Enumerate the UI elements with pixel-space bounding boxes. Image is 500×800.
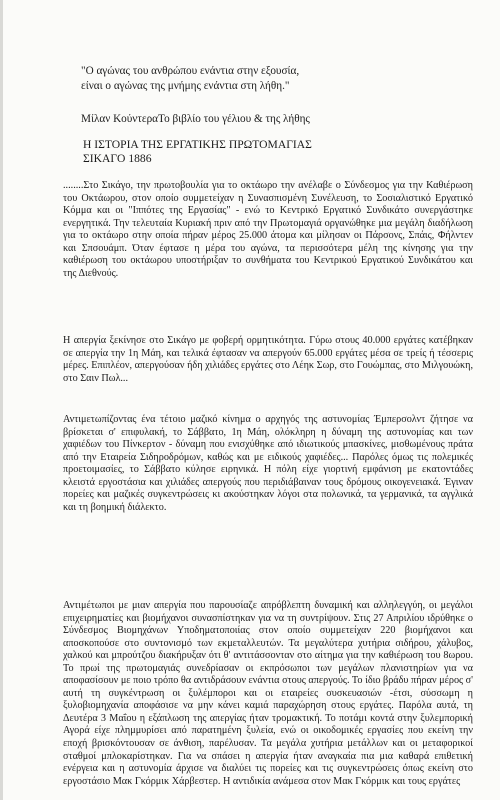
title-line-2: ΣΙΚΑΓΟ 1886 [83,152,152,165]
paragraph-2: Η απεργία ξεκίνησε στο Σικάγο με φοβερή ορμητικότητα. Γύρω στους 40.000 εργάτες κατέβηκαν σε απεργία την 1η Μάη, και τελικά έφτασαν να απεργούν 65.000 εργάτες μέσα σε τρείς ή τέσσερις μέρες. Επιπλέον, απεργούσαν ήδη χιλιάδες εργάτες στο Λέηκ Σωρ, στο Γουώμπας, στο Μιλγουώκη, στο Σαιν Πωλ... [63,335,473,384]
epigraph-source: Μίλαν ΚούντεραΤο βιβλίο του γέλιου & της λήθης [81,113,310,125]
paragraph-3: Αντιμετωπίζοντας ένα τέτοιο μαζικό κίνημα ο αρχηγός της αστυνομίας Έμπερσολντ ζήτησε να βρίσκεται σ' επιφυλακή, το Σάββατο, 1η Μάη, ολόκληρη η δύναμη της αστυνομίας και των χαφιέδων του Πίνκερτον - δύναμη που ενισχύθηκε από ιδιωτικούς μπασκίνες, μισθωμένους πράτα από την Εταιρεία Σιδηροδρόμων, καθώς και με ειδικούς χαφιέδες... Παρόλες όμως τις πολεμικές προετοιμασίες, το Σάββατο κύλησε ειρηνικά. Η πόλη είχε γιορτινή εμφάνιση με εκατοντάδες κλειστά εργοστάσια και χιλιάδες απεργούς που περιδιάβαιναν τους δρόμους οικογενειακά. Έγιναν πορείες και μαζικές συγκεντρώσεις κι ακούστηκαν λόγοι στα πολωνικά, τα γερμανικά, τα αγγλικά και τη βοημική διάλεκτο. [63,414,473,513]
epigraph-line-2: είναι ο αγώνας της μνήμης ενάντια στη λήθη." [81,79,290,92]
epigraph-quote [81,64,461,93]
paragraph-1: ........Στο Σικάγο, την πρωτοβουλία για το οκτάωρο την ανέλαβε ο Σύνδεσμος για την Καθιέρωση του Οκτάωρου, στον οποίο συμμετείχαν η Συνασπισμένη Συνέλευση, το Σοσιαλιστικό Εργατικό Κόμμα και οι "Ιππότες της Εργασίας" - ενώ το Κεντρικό Εργατικό Συνδικάτο συνεργάστηκε ενεργητικά. Την τελευταία Κυριακή πριν από την Πρωτομαγιά οργανώθηκε μια μεγάλη διαδήλωση για το οκτάωρο στην οποία πήραν μέρος 25.000 άτομα και μίλησαν οι Πάρσονς, Σπάις, Φήλντεν και Σπσουάμπ. Όταν έφτασε η μέρα του αγώνα, τα περισσότερα μέλη της κίνησης για την καθιέρωση του οκτάωρου υποστήριξαν το συνθήματα του Κεντρικού Εργατικού Συνδικάτου και της Διεθνούς. [63,180,473,279]
title-line-1: Η ΙΣΤΟΡΙΑ ΤΗΣ ΕΡΓΑΤΙΚΗΣ ΠΡΩΤΟΜΑΓΙΑΣ [83,138,312,151]
paragraph-4: Αντιμέτωποι με μιαν απεργία που παρουσίαζε απρόβλεπτη δυναμική και αλληλεγγύη, οι μεγάλοι επιχειρηματίες και βιομήχανοι συνασπίστηκαν για να τη συντρίψουν. Στις 27 Απριλίου ιδρύθηκε ο Σύνδεσμος Βιομηχάνων Υποδηματοποιίας στον οποίο συμμετείχαν 220 βιομήχανοι και αποσκοπούσε στο συντονισμό των εκμεταλλευτών. Τα μεγαλύτερα χυτήρια σιδήρου, χάλυβος, χαλκού και μπρούτζου διακήρυξαν ότι θ' αντιτάσσονταν στο αίτημα για την καθιέρωση του 8ωρου. Το πρωί της πρωτομαγιάς συνεδρίασαν οι εκπρόσωποι των μεγάλων πλανιστηρίων για να αποφασίσουν με ποιο τρόπο θα αντιδράσουν ενάντια στους απεργούς. Το ίδιο βράδυ πήραν μέρος σ' αυτή τη συγκέντρωση οι ξυλέμποροι και οι εταιρείες συσκευασιών -έτσι, σύσσωμη η ξυλοβιομηχανία αποφάσισε να μην κάνει καμιά παραχώρηση στους εργάτες. Παρόλα αυτά, τη Δευτέρα 3 Μαΐου η εξάπλωση της απεργίας ήταν τρομακτική. Το ποτάμι κοντά στην ξυλεμπορική Αγορά είχε πλημμυρίσει από παρατημένη ξυλεία, ενώ οι οικοδομικές εργασίες που εκείνη την εποχή βρισκόντουσαν σε άνθιση, παρέλυσαν. Τα μεγάλα χυτήρια μετάλλων και οι μεταφορικοί σταθμοί μπλοκαρίστηκαν. Για να σπάσει η απεργία ήταν αναγκαία πια μια καθαρά επιθετική ενέργεια και η αστυνομία άρχισε να διαλύει τις πορείες και τις συγκεντρώσεις όπως εκείνη στο εργοστάσιο Μακ Γκόρμικ Χάρβεστερ. Η αντιδικία ανάμεσα στον Μακ Γκόρμικ και τους εργάτες [63,600,473,787]
epigraph-line-1: "Ο αγώνας του ανθρώπου ενάντια στην εξουσία, [81,65,300,77]
document-title [83,138,443,166]
